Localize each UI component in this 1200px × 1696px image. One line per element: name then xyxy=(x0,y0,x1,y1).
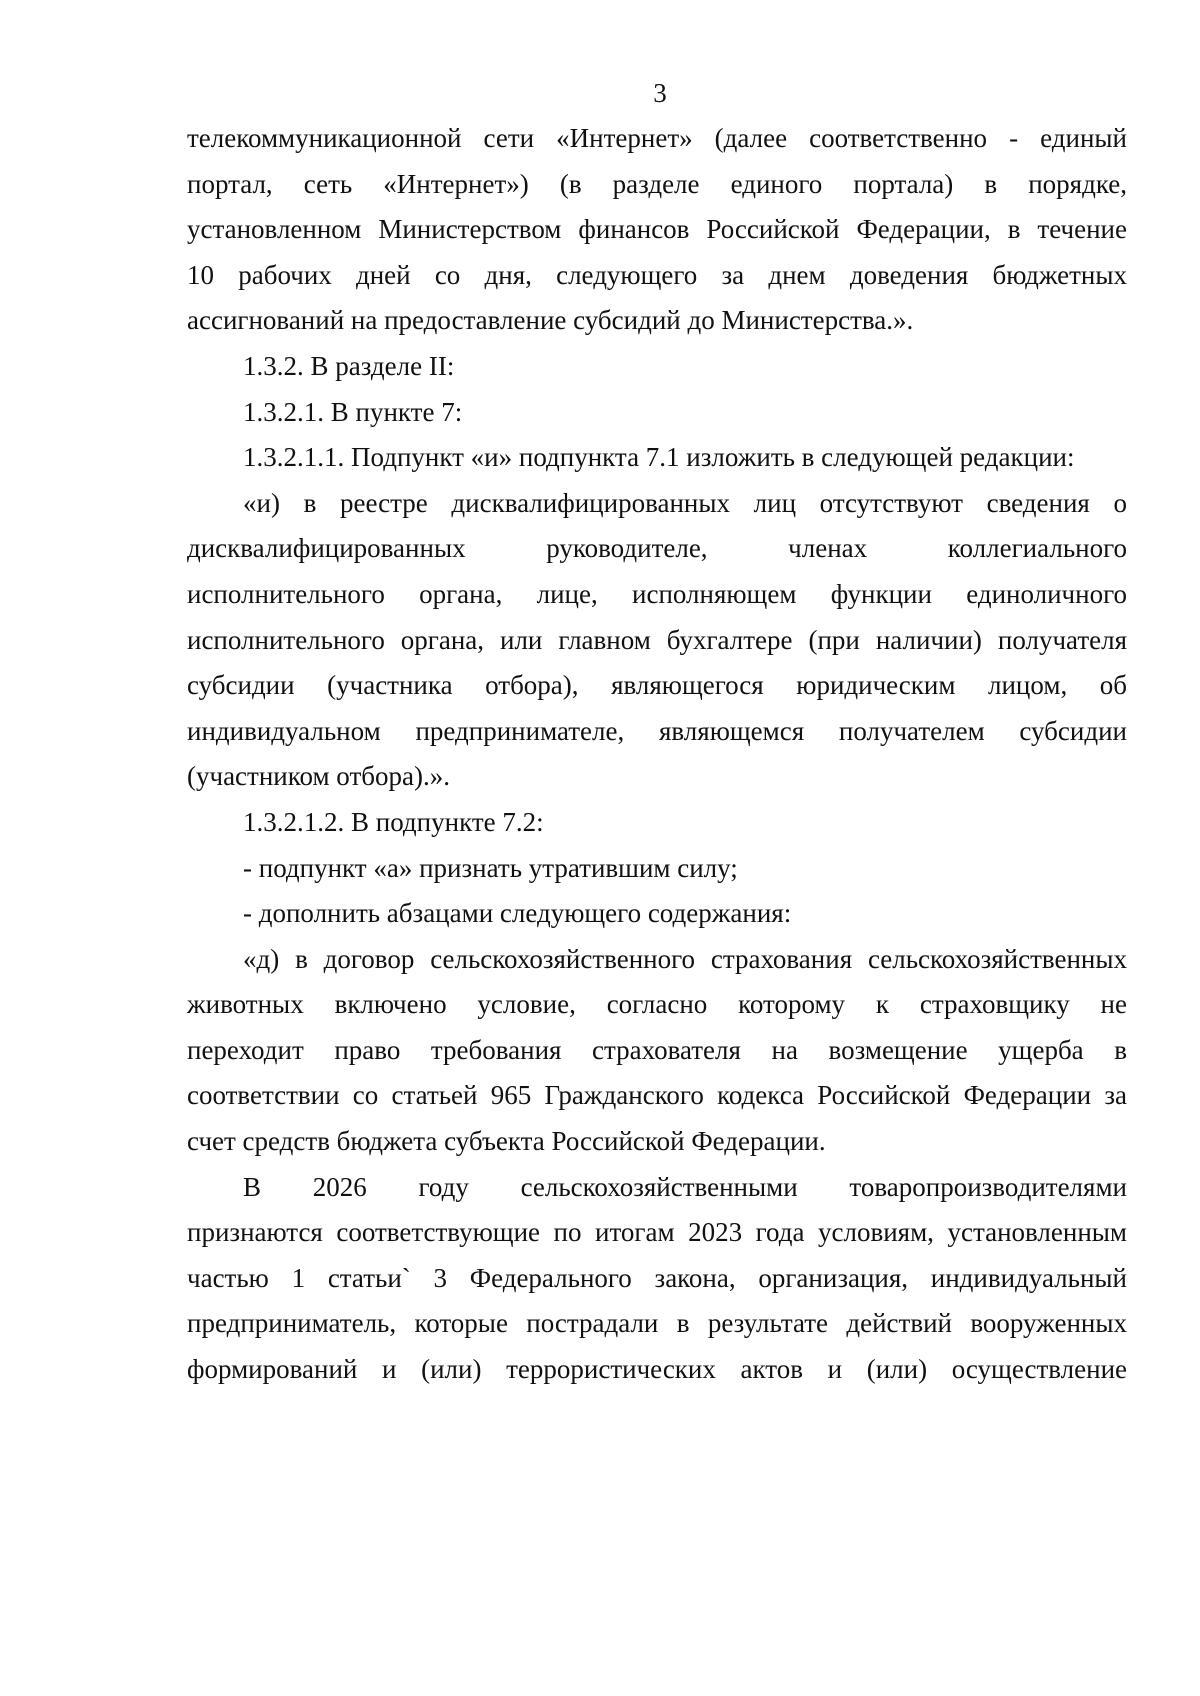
text-line: предприниматель, которые пострадали в результате действий вооруженных xyxy=(187,1308,1127,1339)
text-line: 1.3.2.1.2. В подпункте 7.2: xyxy=(243,806,544,837)
text-line: «и) в реестре дисквалифицированных лиц отсутствуют сведения о xyxy=(243,487,1127,518)
text-line: 10 рабочих дней со дня, следующего за днем доведения бюджетных xyxy=(187,259,1127,290)
text-line: счет средств бюджета субъекта Российской Федерации. xyxy=(187,1126,826,1157)
text-line: 1.3.2.1.1. Подпункт «и» подпункта 7.1 изложить в следующей редакции: xyxy=(243,442,1075,473)
text-line: «д) в договор сельскохозяйственного страхования сельскохозяйственных xyxy=(243,943,1127,974)
text-line: исполнительного органа, или главном бухгалтере (при наличии) получателя xyxy=(187,624,1127,655)
text-line: - подпункт «а» признать утратившим силу; xyxy=(243,852,738,883)
text-line: телекоммуникационной сети «Интернет» (далее соответственно - единый xyxy=(187,123,1127,153)
text-line: установленном Министерством финансов Российской Федерации, в течение xyxy=(187,214,1127,245)
document-body xyxy=(187,116,1127,1393)
text-line: формирований и (или) террористических актов и (или) осуществление xyxy=(187,1354,1127,1385)
text-line: животных включено условие, согласно которому к страховщику не xyxy=(187,989,1127,1020)
text-line: В 2026 году сельскохозяйственными товаропроизводителями xyxy=(243,1171,1127,1202)
text-line: переходит право требования страхователя на возмещение ущерба в xyxy=(187,1034,1127,1065)
text-line: ассигнований на предоставление субсидий до Министерства.». xyxy=(187,305,914,336)
text-line: 1.3.2.1. В пункте 7: xyxy=(243,396,463,427)
text-line: соответствии со статьей 965 Гражданского кодекса Российской Федерации за xyxy=(187,1080,1127,1111)
page-number: 3 xyxy=(653,78,667,108)
text-line: 1.3.2. В разделе II: xyxy=(243,350,455,381)
text-line: портал, сеть «Интернет») (в разделе единого портала) в порядке, xyxy=(187,168,1127,199)
text-line: частью 1 статьи` 3 Федерального закона, организация, индивидуальный xyxy=(187,1262,1127,1293)
text-line: дисквалифицированных руководителе, членах коллегиального xyxy=(187,533,1127,564)
text-line: исполнительного органа, лице, исполняющем функции единоличного xyxy=(187,578,1127,609)
text-line: (участником отбора).». xyxy=(187,761,450,792)
text-line: - дополнить абзацами следующего содержания: xyxy=(243,898,792,929)
text-line: признаются соответствующие по итогам 2023 года условиям, установленным xyxy=(187,1217,1127,1248)
text-line: субсидии (участника отбора), являющегося юридическим лицом, об xyxy=(187,670,1127,701)
text-line: индивидуальном предпринимателе, являющемся получателем субсидии xyxy=(187,715,1127,746)
